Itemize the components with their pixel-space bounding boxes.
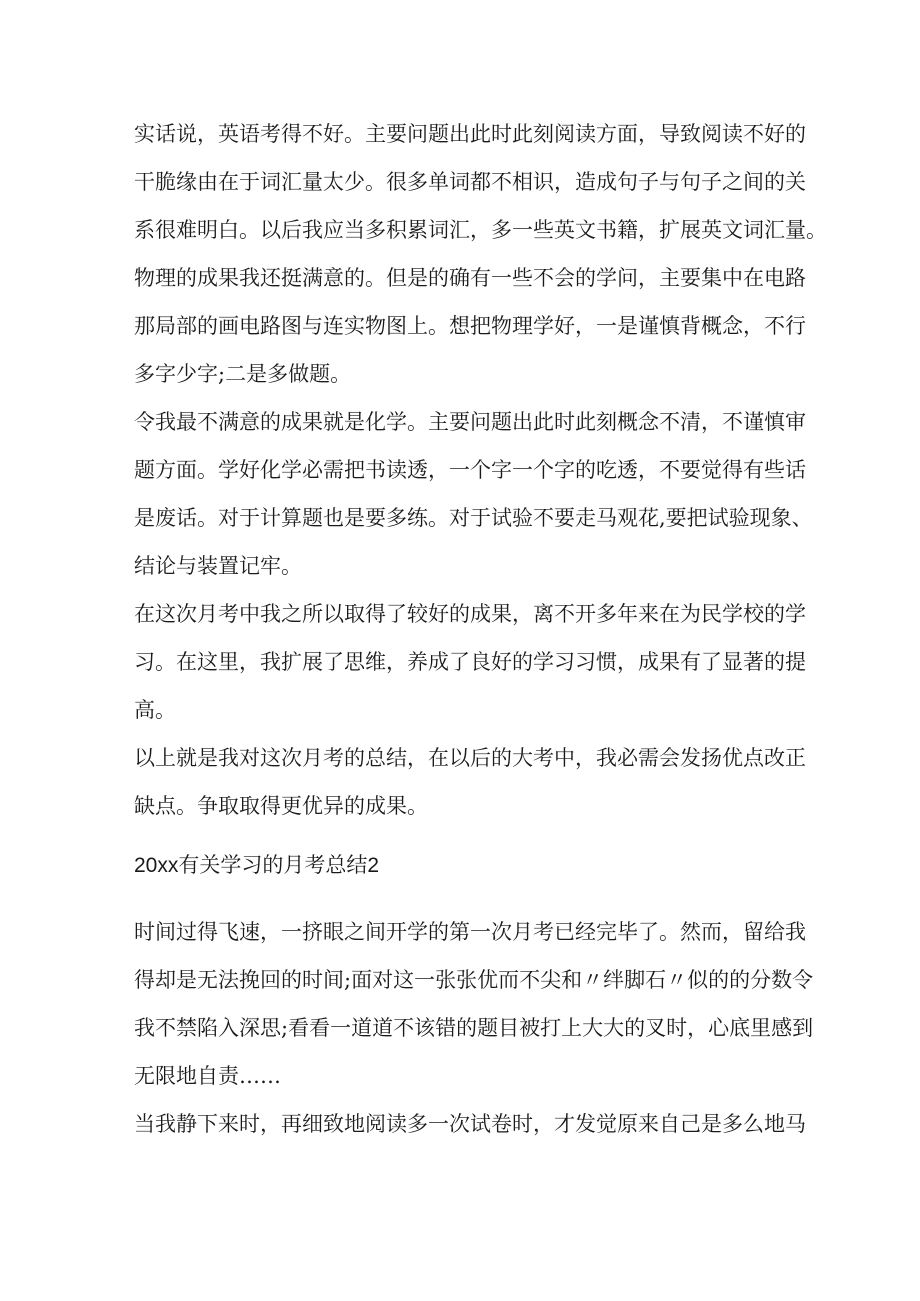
text-line: 得却是无法挽回的时间;面对这一张张优而不尖和〃绊脚石〃似的的分数令 <box>134 968 814 992</box>
text-line: 结论与装置记牢。 <box>134 554 302 578</box>
text-line: 以上就是我对这次月考的总结，在以后的大考中，我必需会发扬优点改正 <box>134 746 806 770</box>
text-line: 我不禁陷入深思;看看一道道不该错的题目被打上大大的叉时，心底里感到 <box>134 1016 814 1040</box>
text-line: 当我静下来时，再细致地阅读多一次试卷时，才发觉原来自己是多么地马 <box>134 1112 806 1136</box>
text-line: 时间过得飞速，一挤眼之间开学的第一次月考已经完毕了。然而，留给我 <box>134 920 806 944</box>
text-line: 令我最不满意的成果就是化学。主要问题出此时此刻概念不清，不谨慎审 <box>134 410 806 434</box>
text-line: 物理的成果我还挺满意的。但是的确有一些不会的学问，主要集中在电路 <box>134 266 806 290</box>
text-line: 实话说，英语考得不好。主要问题出此时此刻阅读方面，导致阅读不好的 <box>134 122 806 146</box>
text-line: 题方面。学好化学必需把书读透，一个字一个字的吃透，不要觉得有些话 <box>134 458 806 482</box>
text-line: 缺点。争取取得更优异的成果。 <box>134 794 428 818</box>
text-line: 干脆缘由在于词汇量太少。很多单词都不相识，造成句子与句子之间的关 <box>134 170 806 194</box>
text-line: 在这次月考中我之所以取得了较好的成果，离不开多年来在为民学校的学 <box>134 602 806 626</box>
text-line: 多字少字;二是多做题。 <box>134 362 352 386</box>
section-heading: 20xx有关学习的月考总结2 <box>134 854 380 877</box>
text-line: 无限地自责…… <box>134 1064 281 1088</box>
text-line: 那局部的画电路图与连实物图上。想把物理学好，一是谨慎背概念，不行 <box>134 314 806 338</box>
text-line: 系很难明白。以后我应当多积累词汇，多一些英文书籍，扩展英文词汇量。 <box>134 218 827 242</box>
text-line: 习。在这里，我扩展了思维，养成了良好的学习习惯，成果有了显著的提 <box>134 650 806 674</box>
text-line: 是废话。对于计算题也是要多练。对于试验不要走马观花,要把试验现象、 <box>134 506 813 530</box>
text-line: 高。 <box>134 698 176 722</box>
